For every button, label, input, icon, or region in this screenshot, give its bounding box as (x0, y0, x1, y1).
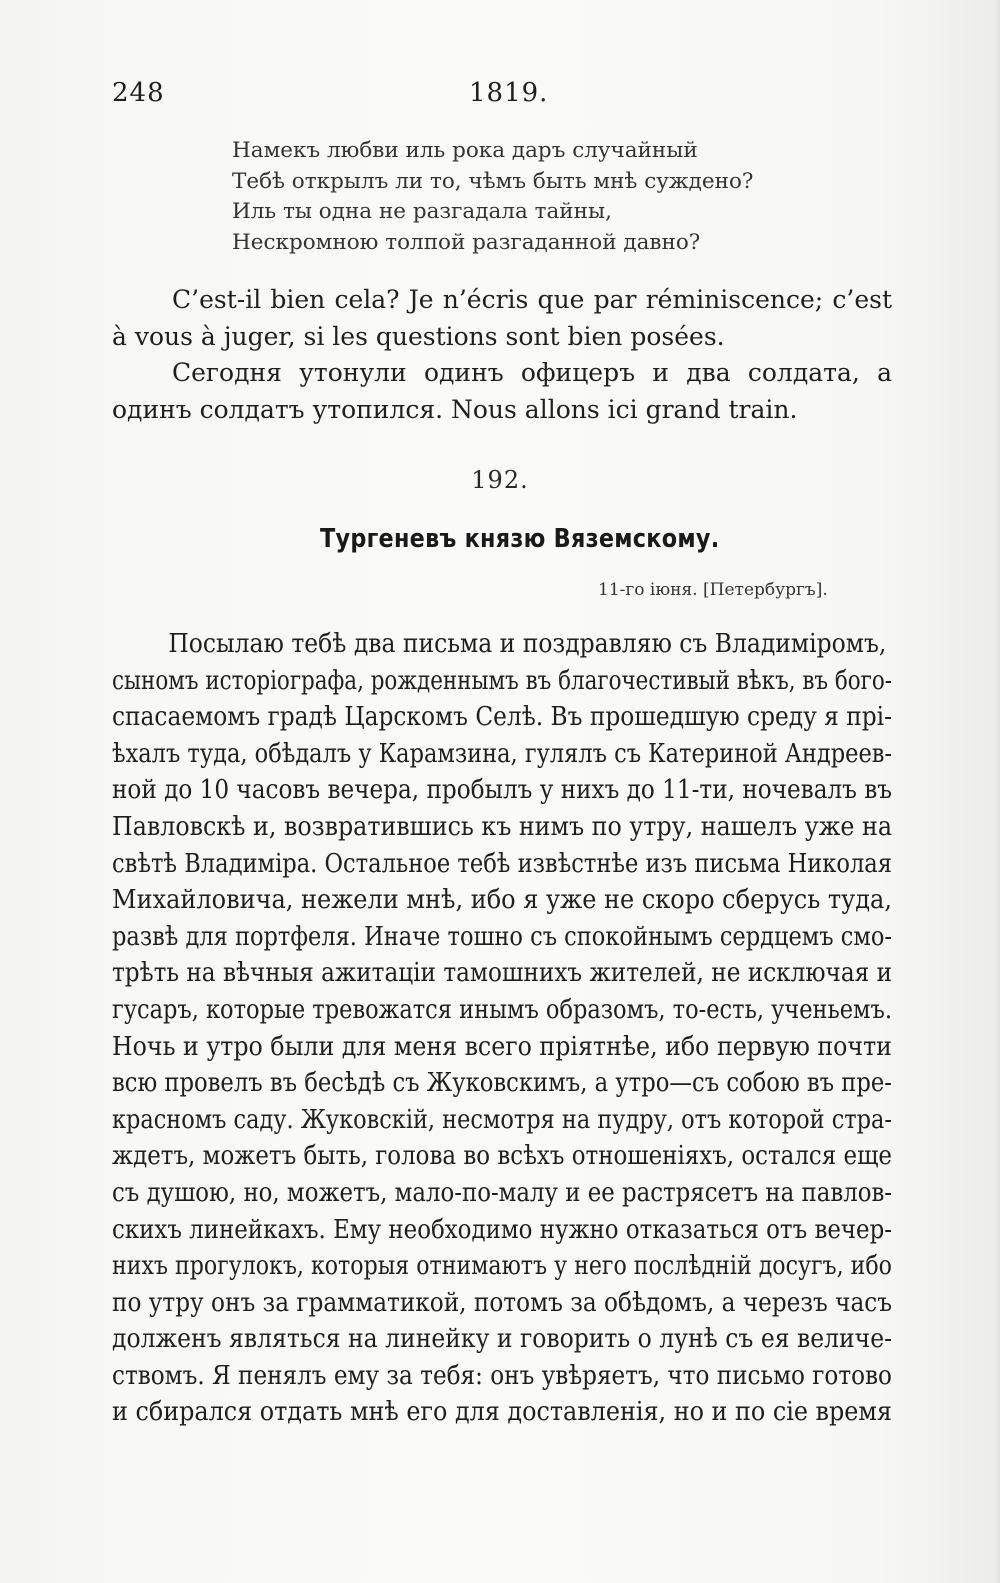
text-line: спасаемомъ градѣ Царскомъ Селѣ. Въ прошедшую среду я прі- (112, 702, 893, 733)
text-line: гусаръ, которые тревожатся инымъ образомъ, то-есть, ученьемъ. (112, 994, 893, 1025)
letter-title: Тургеневъ князю Вяземскому. (320, 524, 720, 554)
letter-body (112, 626, 892, 1431)
text-line: ждетъ, можетъ быть, голова во всѣхъ отношеніяхъ, остался еще (112, 1141, 892, 1172)
previous-letter-ending (112, 282, 892, 428)
paragraph: C’est-il bien cela? Je n’écris que par réminiscence; c’est à vous à juger, si les questions sont bien posées. (112, 285, 892, 351)
page-header (112, 78, 892, 118)
text-line: развѣ для портфеля. Иначе тошно съ спокойнымъ сердцемъ смо- (112, 921, 893, 952)
text-line: всю провелъ въ бесѣдѣ съ Жуковскимъ, а утро—съ собою въ пре- (112, 1068, 892, 1099)
letter-date: 11-го іюня. [Петербургъ]. (598, 580, 828, 600)
poem-line: Тебѣ открылъ ли то, чѣмъ быть мнѣ суждено? (232, 168, 754, 194)
text-line: Посылаю тебѣ два письма и поздравляю съ Владиміромъ, (168, 629, 887, 659)
text-line: трѣть на вѣчныя ажитаціи тамошнихъ жителей, не исключая и (112, 958, 893, 989)
text-line: скихъ линейкахъ. Ему необходимо нужно отказаться отъ вечер- (112, 1214, 892, 1245)
running-head-year: 1819. (469, 78, 549, 108)
text-line: нихъ прогулокъ, которыя отнимаютъ у него послѣдній досугъ, ибо (112, 1251, 892, 1282)
text-line: красномъ саду. Жуковскій, несмотря на пудру, отъ которой стра- (112, 1104, 892, 1135)
text-line: по утру онъ за грамматикой, потомъ за обѣдомъ, а черезъ часъ (112, 1287, 893, 1318)
text-line: съ душою, но, можетъ, мало-по-малу и ее растрясетъ на павлов- (112, 1177, 893, 1208)
text-line: Михайловича, нежели мнѣ, ибо я уже не скоро сберусь туда, (112, 885, 892, 916)
text-line: ѣхалъ туда, обѣдалъ у Карамзина, гулялъ съ Катериной Андреев- (112, 738, 893, 769)
text-line: и сбирался отдать мнѣ его для доставленія, но и по сіе время (112, 1397, 892, 1428)
scan-edge-shadow (994, 0, 1000, 1583)
text-line: Ночь и утро были для меня всего пріятнѣе, ибо первую почти (112, 1031, 892, 1062)
poem-line: Намекъ любви иль рока даръ случайный (232, 138, 698, 163)
paragraph: Сегодня утонули одинъ офицеръ и два солдата, а одинъ солдатъ утопился. Nous allons ici grand train. (112, 358, 892, 424)
poem-stanza (232, 136, 832, 258)
text-line: долженъ являться на линейку и говорить о лунѣ съ ея величе- (112, 1324, 893, 1355)
text-line: сыномъ исторіографа, рожденнымъ въ благочестивый вѣкъ, въ бого- (112, 665, 892, 696)
poem-line: Иль ты одна не разгадала тайны, (232, 199, 612, 224)
text-line: ствомъ. Я пенялъ ему за тебя: онъ увѣряетъ, что письмо готово (112, 1360, 892, 1391)
text-line: ной до 10 часовъ вечера, пробылъ у нихъ до 11-ти, ночевалъ въ (112, 775, 893, 806)
text-line: Павловскѣ и, возвратившись къ нимъ по утру, нашелъ уже на (112, 811, 893, 842)
letter-number: 192. (471, 466, 529, 494)
page-number: 248 (112, 78, 165, 108)
text-line: свѣтѣ Владиміра. Остальное тебѣ извѣстнѣе изъ письма Николая (112, 848, 893, 879)
poem-line: Нескромною толпой разгаданной давно? (232, 229, 701, 255)
